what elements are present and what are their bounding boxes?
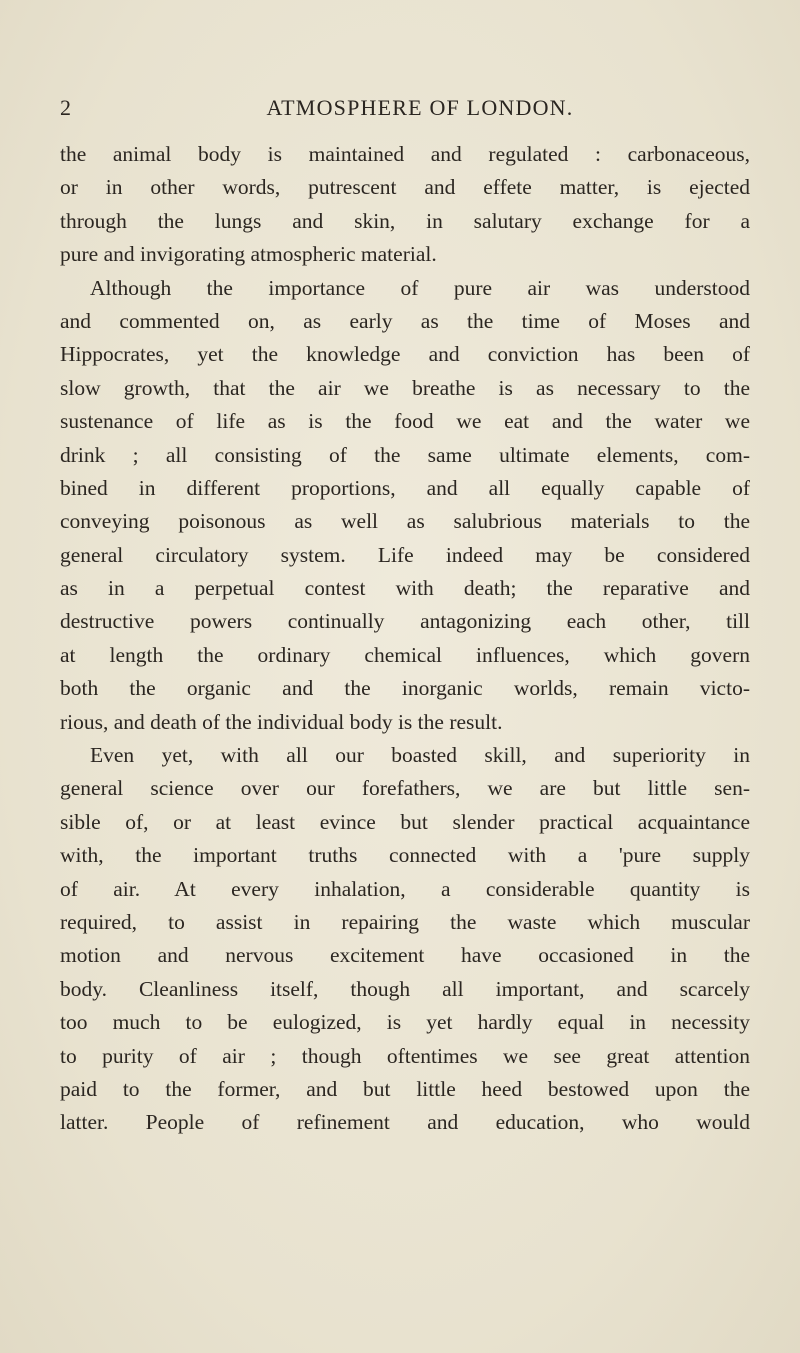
text-line: body. Cleanliness itself, though all important, and scarcely [60, 976, 750, 1001]
text-line: pure and invigorating atmospheric material. [60, 242, 437, 267]
body-text [60, 138, 750, 1140]
text-line: drink ; all consisting of the same ultimate elements, com- [60, 442, 750, 467]
text-line: Even yet, with all our boasted skill, and superiority in [90, 743, 750, 768]
text-line: general science over our forefathers, we are but little sen- [60, 776, 750, 801]
text-line: of air. At every inhalation, a considerable quantity is [60, 876, 750, 901]
text-line: Hippocrates, yet the knowledge and conviction has been of [60, 342, 750, 367]
text-line: to purity of air ; though oftentimes we see great attention [60, 1043, 750, 1068]
text-line: the animal body is maintained and regulated : carbonaceous, [60, 142, 750, 166]
text-line: paid to the former, and but little heed bestowed upon the [60, 1076, 750, 1101]
running-head: ATMOSPHERE OF LONDON. [266, 95, 574, 120]
text-line: conveying poisonous as well as salubrious materials to the [60, 509, 750, 534]
text-line: with, the important truths connected with a 'pure supply [60, 843, 750, 868]
text-line: required, to assist in repairing the waste which muscular [60, 909, 750, 934]
text-line: both the organic and the inorganic worlds, remain victo- [60, 676, 750, 701]
text-line: bined in different proportions, and all equally capable of [60, 475, 750, 500]
text-line: Although the importance of pure air was understood [90, 275, 750, 300]
text-line: through the lungs and skin, in salutary exchange for a [60, 208, 750, 233]
text-line: or in other words, putrescent and effete matter, is ejected [60, 175, 750, 200]
text-line: sustenance of life as is the food we eat and the water we [60, 409, 750, 434]
text-line: too much to be eulogized, is yet hardly equal in necessity [60, 1010, 750, 1035]
text-line: at length the ordinary chemical influences, which govern [60, 642, 750, 667]
text-line: destructive powers continually antagonizing each other, till [60, 609, 750, 634]
page-number: 2 [60, 95, 72, 120]
text-line: as in a perpetual contest with death; the reparative and [60, 576, 750, 601]
page-header [60, 93, 750, 123]
text-line: general circulatory system. Life indeed may be considered [60, 542, 750, 567]
text-line: rious, and death of the individual body is the result. [60, 709, 503, 734]
text-line: motion and nervous excitement have occasioned in the [60, 943, 750, 968]
text-line: slow growth, that the air we breathe is as necessary to the [60, 375, 750, 400]
text-line: latter. People of refinement and education, who would [60, 1110, 750, 1135]
text-line: sible of, or at least evince but slender practical acquaintance [60, 809, 750, 834]
text-line: and commented on, as early as the time of Moses and [60, 308, 750, 333]
